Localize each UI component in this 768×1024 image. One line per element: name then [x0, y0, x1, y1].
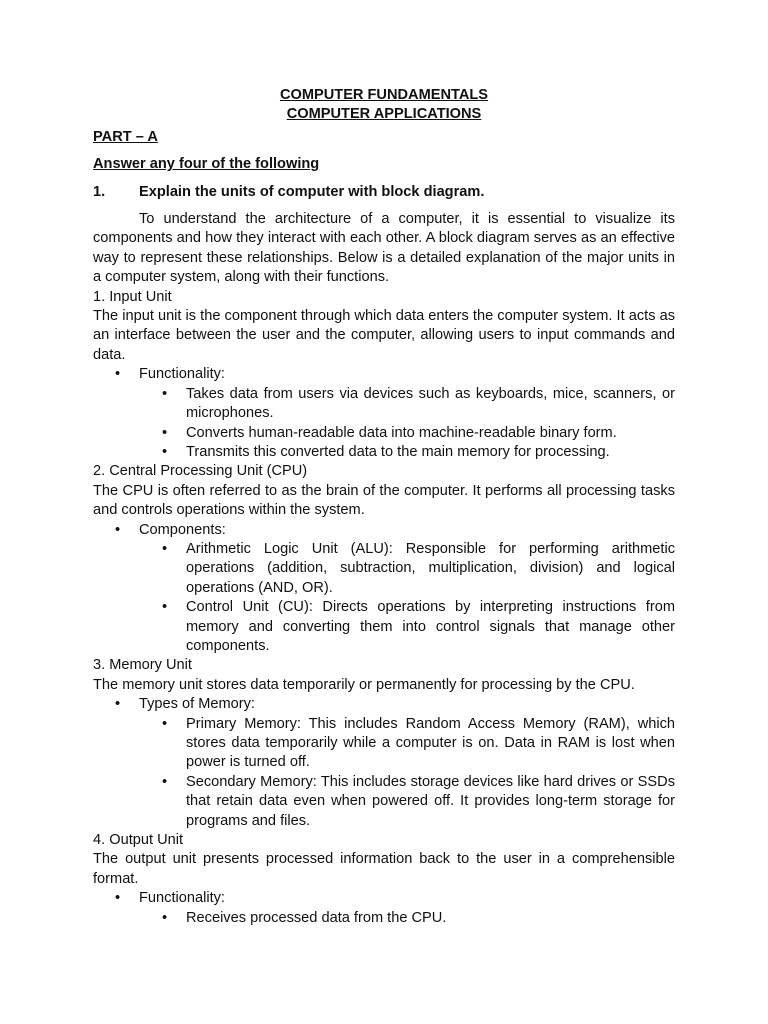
list-item — [93, 889, 675, 928]
list-group-label: Functionality: — [139, 890, 225, 907]
list-item: • Takes data from users via devices such as keyboards, mice, scanners, or microphones. — [139, 385, 675, 424]
section-description: The input unit is the component through which data enters the computer system. It acts as an interface between the user and the computer, allowing users to input commands and data. — [93, 308, 675, 363]
question-text: Explain the units of computer with block diagram. — [139, 183, 485, 200]
document-title: COMPUTER FUNDAMENTALS — [279, 87, 489, 103]
sub-bullet-list — [139, 540, 675, 656]
sub-bullet-list — [139, 385, 675, 463]
section-description: The memory unit stores data temporarily or permanently for processing by the CPU. — [93, 676, 635, 693]
section-heading: 4. Output Unit — [93, 832, 184, 849]
bullet-list — [93, 521, 675, 657]
list-item: • Control Unit (CU): Directs operations by interpreting instructions from memory and converting them into control signals that manage other components. — [139, 598, 675, 656]
section-heading: 1. Input Unit — [93, 288, 172, 305]
list-item — [93, 695, 675, 831]
instruction-heading: Answer any four of the following — [93, 156, 320, 173]
section-heading: 3. Memory Unit — [93, 657, 192, 674]
list-group-label: Components: — [139, 521, 226, 538]
bullet-list — [93, 889, 675, 928]
list-item — [93, 521, 675, 657]
question-heading — [93, 183, 675, 202]
sub-bullet-list — [139, 909, 675, 928]
question-number: 1. — [93, 183, 106, 200]
list-item: • Arithmetic Logic Unit (ALU): Responsible for performing arithmetic operations (addition, subtraction, multiplication, division) and logical operations (AND, OR). — [139, 540, 675, 598]
intro-paragraph: To understand the architecture of a computer, it is essential to visualize its components and how they interact with each other. A block diagram serves as an effective way to represent these relationships. Below is a detailed explanation of the major units in a computer system, along with their functions. — [93, 211, 675, 286]
list-item: • Receives processed data from the CPU. — [139, 909, 675, 928]
part-heading: PART – A — [93, 128, 158, 145]
section-heading: 2. Central Processing Unit (CPU) — [93, 463, 308, 480]
list-item: • Primary Memory: This includes Random Access Memory (RAM), which stores data temporarily while a computer is on. Data in RAM is lost when power is turned off. — [139, 715, 675, 773]
list-item — [93, 365, 675, 462]
bullet-list — [93, 365, 675, 462]
list-group-label: Types of Memory: — [139, 696, 255, 713]
list-group-label: Functionality: — [139, 366, 225, 383]
sub-bullet-list — [139, 715, 675, 831]
document-subtitle: COMPUTER APPLICATIONS — [286, 106, 482, 123]
list-item: • Transmits this converted data to the main memory for processing. — [139, 443, 675, 462]
section-description: The CPU is often referred to as the brain of the computer. It performs all processing tasks and controls operations within the system. — [93, 482, 675, 519]
list-item: • Secondary Memory: This includes storage devices like hard drives or SSDs that retain data even when powered off. It provides long-term storage for programs and files. — [139, 773, 675, 831]
section-description: The output unit presents processed information back to the user in a comprehensible format. — [93, 851, 675, 887]
document-content — [93, 86, 675, 928]
list-item: • Converts human-readable data into machine-readable binary form. — [139, 424, 675, 443]
bullet-list — [93, 695, 675, 831]
